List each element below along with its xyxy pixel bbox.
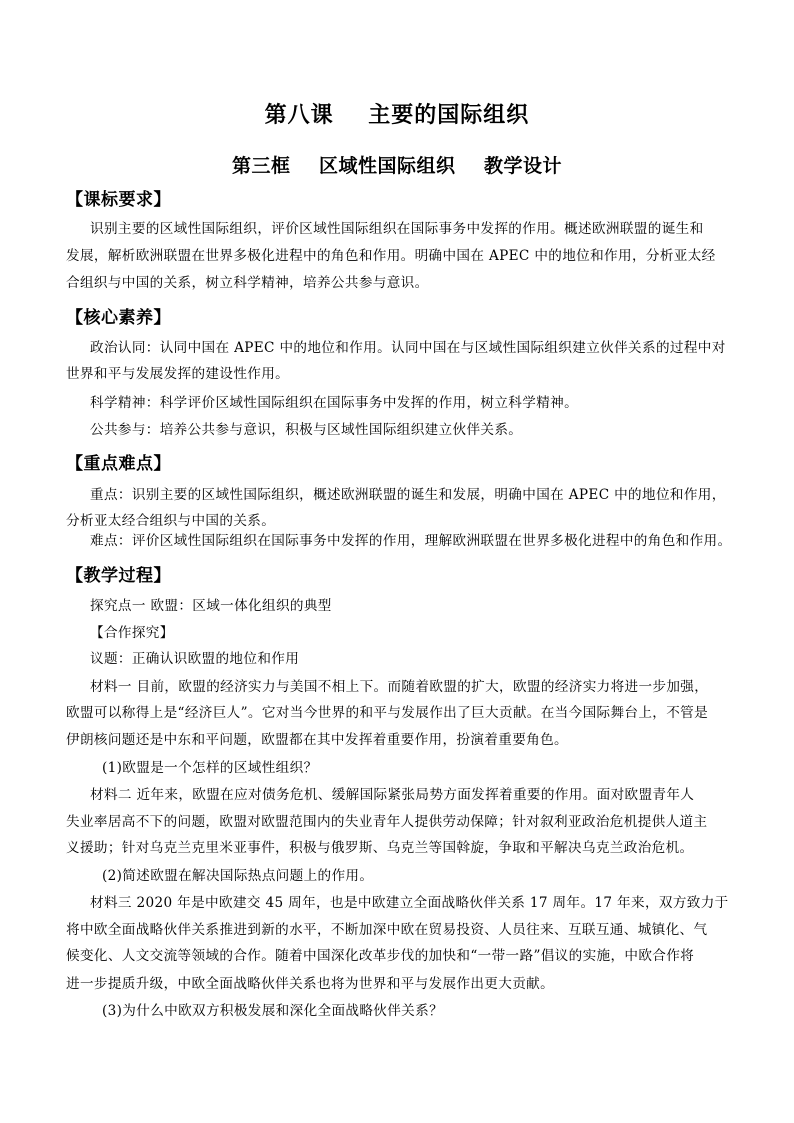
material-two-line: 义援助；针对乌克兰克里米亚事件，积极与俄罗斯、乌克兰等国斡旋，争取和平解决乌克兰政治危机。 <box>66 840 694 856</box>
material-two-line: 失业率居高不下的问题，欧盟对欧盟范围内的失业青年人提供劳动保障；针对叙利亚政治危机提供人道主 <box>66 814 708 830</box>
material-one-line: 伊朗核问题还是中东和平问题，欧盟都在其中发挥着重要作用，扮演着重要角色。 <box>66 732 568 748</box>
material-one-line: 欧盟可以称得上是“经济巨人”。它对当今世界的和平与发展作出了巨大贡献。在当今国际舞台上，不管是 <box>66 705 709 721</box>
paragraph-line: 重点：识别主要的区域性国际组织，概述欧洲联盟的诞生和发展，明确中国在 APEC 中的地位和作用， <box>90 487 726 503</box>
page-subtitle: 第三框 区域性国际组织 教学设计 <box>232 155 562 177</box>
paragraph-line: 分析亚太经合组织与中国的关系。 <box>66 513 276 529</box>
question-1: (1)欧盟是一个怎样的区域性组织？ <box>102 760 318 776</box>
material-two-line: 材料二 近年来，欧盟在应对债务危机、缓解国际紧张局势方面发挥着重要的作用。面对欧盟青年人 <box>90 787 695 803</box>
heading-key-difficult-points: 【重点难点】 <box>66 454 171 474</box>
question-2: (2)简述欧盟在解决国际热点问题上的作用。 <box>102 868 374 884</box>
paragraph-line: 科学精神：科学评价区域性国际组织在国际事务中发挥的作用，树立科学精神。 <box>90 395 579 411</box>
material-three-line: 候变化、人文交流等领域的合作。随着中国深化改革步伐的加快和“一带一路”倡议的实施，中欧合作将 <box>66 948 695 964</box>
question-3: (3)为什么中欧双方积极发展和深化全面战略伙伴关系？ <box>102 1003 444 1019</box>
cooperative-inquiry-label: 【合作探究】 <box>90 625 174 641</box>
inquiry-point-title: 探究点一 欧盟：区域一体化组织的典型 <box>90 598 332 614</box>
material-three-line: 材料三 2020 年是中欧建交 45 周年，也是中欧建立全面战略伙伴关系 17 周年。17 年来，双方致力于 <box>90 895 729 911</box>
paragraph-line: 发展，解析欧洲联盟在世界多极化进程中的角色和作用。明确中国在 APEC 中的地位和作用，分析亚太经 <box>66 248 716 264</box>
heading-teaching-process: 【教学过程】 <box>66 566 171 586</box>
heading-core-literacy: 【核心素养】 <box>66 308 171 328</box>
paragraph-line: 难点：评价区域性国际组织在国际事务中发挥的作用，理解欧洲联盟在世界多极化进程中的角色和作用。 <box>90 533 732 549</box>
paragraph-line: 世界和平与发展发挥的建设性作用。 <box>66 366 290 382</box>
material-three-line: 将中欧全面战略伙伴关系推进到新的水平，不断加深中欧在贸易投资、人员往来、互联互通、城镇化、气 <box>66 922 708 938</box>
paragraph-line: 合组织与中国的关系，树立科学精神，培养公共参与意识。 <box>66 275 429 291</box>
heading-curriculum-requirements: 【课标要求】 <box>66 190 171 210</box>
page-title: 第八课 主要的国际组织 <box>264 102 530 128</box>
topic-line: 议题：正确认识欧盟的地位和作用 <box>90 651 300 667</box>
material-three-line: 进一步提质升级，中欧全面战略伙伴关系也将为世界和平与发展作出更大贡献。 <box>66 976 555 992</box>
paragraph-line: 识别主要的区域性国际组织，评价区域性国际组织在国际事务中发挥的作用。概述欧洲联盟的诞生和 <box>90 221 704 237</box>
material-one-line: 材料一 目前，欧盟的经济实力与美国不相上下。而随着欧盟的扩大，欧盟的经济实力将进一步加强， <box>90 679 709 695</box>
paragraph-line: 公共参与：培养公共参与意识，积极与区域性国际组织建立伙伴关系。 <box>90 422 523 438</box>
paragraph-line: 政治认同：认同中国在 APEC 中的地位和作用。认同中国在与区域性国际组织建立伙伴关系的过程中对 <box>90 340 726 356</box>
